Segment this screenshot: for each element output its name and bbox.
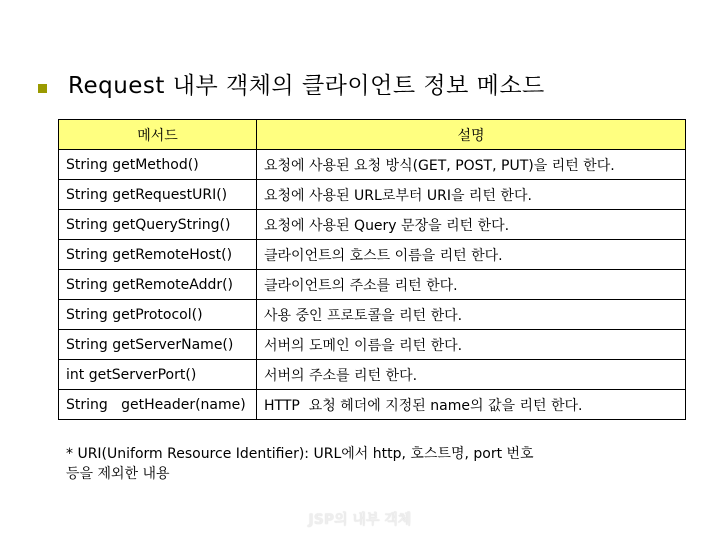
method-cell: String getRequestURI() — [59, 180, 257, 210]
method-cell: String getProtocol() — [59, 300, 257, 330]
table-row — [59, 330, 686, 360]
description-cell: 사용 중인 프로토콜을 리턴 한다. — [257, 300, 686, 330]
table-row — [59, 300, 686, 330]
bullet-square-icon — [38, 84, 47, 93]
description-cell: 클라이언트의 호스트 이름을 리턴 한다. — [257, 240, 686, 270]
table-row — [59, 150, 686, 180]
uri-footnote — [66, 444, 534, 484]
method-cell: String getRemoteAddr() — [59, 270, 257, 300]
description-cell: 요청에 사용된 URL로부터 URI을 리턴 한다. — [257, 180, 686, 210]
table-row — [59, 210, 686, 240]
description-cell: 클라이언트의 주소를 리턴 한다. — [257, 270, 686, 300]
methods-table — [58, 119, 686, 420]
header-method: 메서드 — [59, 120, 257, 150]
table-header-row — [59, 120, 686, 150]
slide-heading: Request 내부 객체의 클라이언트 정보 메소드 — [68, 73, 545, 99]
description-cell: HTTP 요청 헤더에 지정된 name의 값을 리턴 한다. — [257, 390, 686, 420]
method-cell: String getServerName() — [59, 330, 257, 360]
method-cell: String getHeader(name) — [59, 390, 257, 420]
table-row — [59, 390, 686, 420]
header-description: 설명 — [257, 120, 686, 150]
table-row — [59, 360, 686, 390]
table-row — [59, 270, 686, 300]
method-cell: int getServerPort() — [59, 360, 257, 390]
description-cell: 요청에 사용된 요청 방식(GET, POST, PUT)을 리턴 한다. — [257, 150, 686, 180]
description-cell: 서버의 주소를 리턴 한다. — [257, 360, 686, 390]
description-cell: 서버의 도메인 이름을 리턴 한다. — [257, 330, 686, 360]
method-cell: String getMethod() — [59, 150, 257, 180]
table-row — [59, 180, 686, 210]
footnote-line: * URI(Uniform Resource Identifier): URL에서 http, 호스트명, port 번호 — [66, 446, 534, 462]
slide-footer: JSP의 내부 객체 — [308, 512, 412, 528]
method-cell: String getRemoteHost() — [59, 240, 257, 270]
table-row — [59, 240, 686, 270]
description-cell: 요청에 사용된 Query 문장을 리턴 한다. — [257, 210, 686, 240]
method-cell: String getQueryString() — [59, 210, 257, 240]
footnote-line: 등을 제외한 내용 — [66, 466, 170, 482]
